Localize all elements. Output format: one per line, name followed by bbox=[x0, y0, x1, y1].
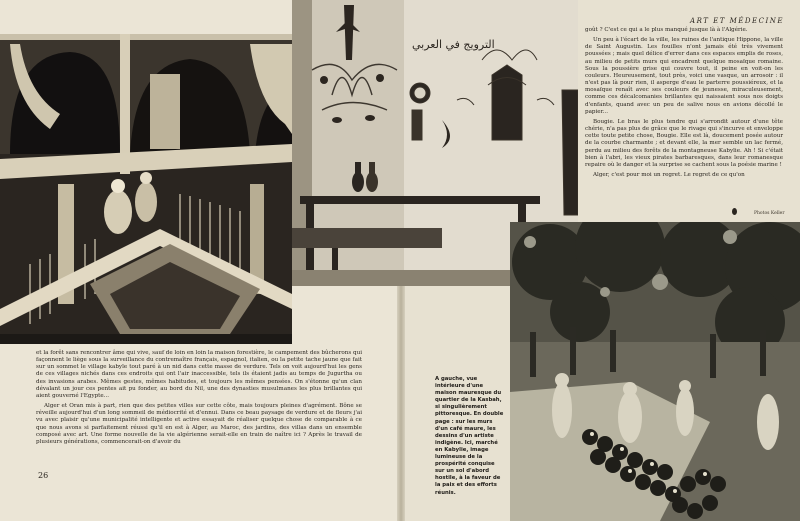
photo-credit: Photos Keller bbox=[754, 211, 785, 216]
paragraph: Un peu à l'écart de la ville, les ruines de l'antique Hippone, la ville de Saint Augustin. Les fouilles n'ont jamais été très vivement poussées ; mais quel délice d'errer dans ces espaces emplis de roses, au milieu de petits murs qui encadrent quelque mosaïque romaine. Sous la poussière grise qui couvre tout, il peine en voit-on les couleurs. Heureusement, tout près, voici une vasque, un arrosoir : il n'est pas là pour rien, il asperge d'eau le parterre poussiéreux, et la mosaïque renaît avec ses couleurs de jeunesse, miraculeusement, comme ces décalcomanies brillantes qui naissaient sous nos doigts d'enfants, quand avec un peu de salive nous en avions décollé le papier... bbox=[585, 37, 783, 115]
right-article-column bbox=[585, 27, 783, 182]
kabylie-market-photo bbox=[510, 222, 800, 521]
kasbah-interior-photo bbox=[0, 34, 292, 344]
bullet-mark bbox=[732, 208, 737, 215]
paragraph: Alger et Oran mis à part, rien que des petites villes sur cette côte, mais toujours pleines d'agrément. Bône se réveille aujourd'hui d'un long sommeil de médiocrité et d'ennui. Dans ce beau paysage de verdure et de fleurs j'ai vu avec plaisir qu'une municipalité intelligente et active essayait de réaliser quelque chose de comparable à ce que nous avons si parfaitement réussi qu'il en est à Alger, au Maroc, des jardins, des villas dans un ensemble composé avec art. Une forme nouvelle de la vie algérienne serait-elle en train de naître ici ? Après le travail de plusieurs générations, commencerait-on d'avoir du bbox=[36, 403, 362, 445]
photo-caption: A gauche, vue intérieure d'une maison mauresque du quartier de la Kasbah, si singulièrement pittoresque. En double page : sur les murs d'un café maure, les dessins d'un artiste indigène. Ici, marché en Kabylie, image lumineuse de la prospérité conquise sur un sol d'abord hostile, à la faveur de la paix et des efforts réunis. bbox=[435, 376, 504, 496]
paragraph: goût ? C'est ce qui a le plus manqué jusque là à l'Algérie. bbox=[585, 27, 748, 33]
paragraph: et la forêt sans rencontrer âme qui vive, sauf de loin en loin la maison forestière, le campement des bûcherons qui façonnent le liège sous la surveillance du contremaître français, espagnol, italien, ou la petite tache jaune que fait sur un sommet le village kabyle tout paré à un nid dans cette masse de verdure. Tels on voit aujourd'hui les gens de ces villages nichés dans ces endroits qui ont l'air inaccessible, tels ils étaient jadis au temps de Jugurtha ou des invasions arabes. Mêmes gestes, mêmes habitudes, et toujours les mêmes pensées. On s'étonne qu'un clan dévalant un jour ces pentes ait pu fonder, au bord du Nil, une des dynasties musulmanes les plus brillantes qui aient gouverné l'Egypte... bbox=[36, 350, 362, 399]
left-article-column bbox=[36, 350, 362, 449]
paragraph: Alger, c'est pour moi un regret. Le regret de ce qu'on bbox=[593, 171, 745, 178]
page-number: 26 bbox=[38, 471, 49, 480]
running-head: ART ET MÉDECINE bbox=[690, 17, 784, 25]
paragraph: Bougie. Le bras le plus tendre qui s'arrondit autour d'une tête chérie, n'a pas plus de grâce que le rivage qui s'incurve et enveloppe cette toute petite chose, Bougie. Elle est là, doucement posée autour de la courbe charmante ; et devant elle, la mer semble un lac fermé, perdu au milieu des forêts de la montagneuse Kabylie. Ah ! Si c'était bien à l'abri, les vieux pirates barbaresques, dans leur romanesque repaire où le danger et la surprise se cachent sous la poésie marine ! bbox=[585, 118, 783, 168]
mural-inscription: ﺍﻟﺘﺮﻭﻳﺞ ﻓﻲ ﺍﻟﻌﺮﺑﻲ bbox=[412, 38, 495, 51]
